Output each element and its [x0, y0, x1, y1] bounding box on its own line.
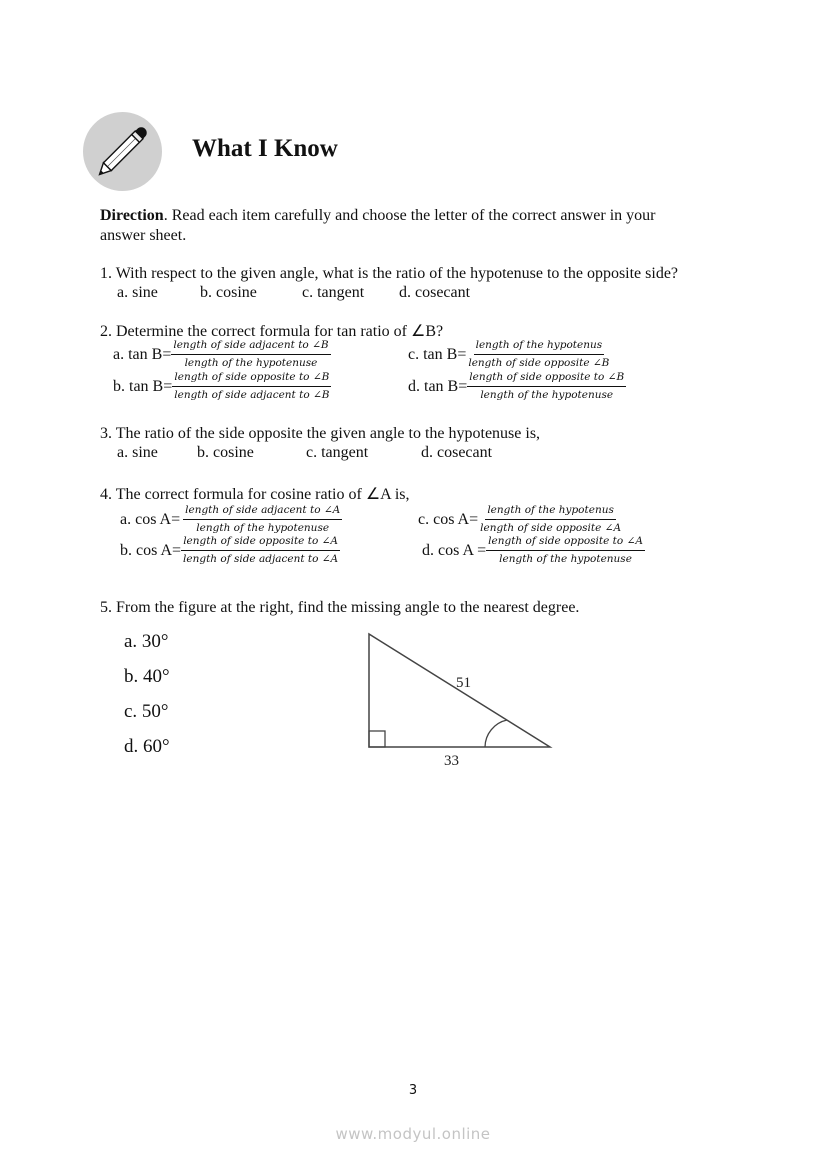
- q2-option-c[interactable]: [408, 339, 611, 370]
- q4-option-b[interactable]: [120, 535, 340, 566]
- direction-text-line2: answer sheet.: [100, 227, 187, 244]
- q2-option-d-fraction: [467, 371, 626, 402]
- q5-option-b[interactable]: b. 40°: [124, 666, 170, 687]
- q3-option-d[interactable]: d. cosecant: [421, 444, 493, 461]
- direction-label: Direction: [100, 207, 164, 224]
- fraction-denominator: length of the hypotenuse: [184, 357, 318, 369]
- q4-option-d[interactable]: [422, 535, 645, 566]
- fraction-denominator: length of the hypotenuse: [499, 553, 632, 565]
- hypotenuse-label: 51: [456, 675, 471, 691]
- fraction-numerator: length of the hypotenus: [474, 339, 605, 355]
- q4-option-a-prefix: a. cos A=: [120, 510, 181, 528]
- q4-option-c[interactable]: [418, 504, 623, 535]
- q1-option-d[interactable]: d. cosecant: [399, 284, 471, 301]
- q5-option-d[interactable]: d. 60°: [124, 736, 170, 757]
- section-title: What I Know: [192, 135, 338, 162]
- q2-option-a-fraction: [171, 339, 330, 370]
- fraction-numerator: length of side adjacent to ∠A: [183, 504, 342, 520]
- q5-option-a[interactable]: a. 30°: [124, 631, 169, 652]
- fraction-denominator: length of the hypotenuse: [196, 522, 330, 534]
- q2-option-b-prefix: b. tan B=: [113, 377, 173, 395]
- q4-option-b-fraction: [181, 535, 340, 566]
- q2-option-d-prefix: d. tan B=: [408, 377, 468, 395]
- direction-text: . Read each item carefully and choose the letter of the correct answer in your: [163, 207, 656, 224]
- q5-option-c[interactable]: c. 50°: [124, 701, 169, 722]
- angle-arc: [485, 720, 507, 747]
- fraction-numerator: length of side opposite to ∠B: [172, 371, 331, 387]
- right-triangle-figure: [360, 625, 560, 775]
- q4-option-a-fraction: [183, 504, 342, 535]
- fraction-numerator: length of side opposite to ∠A: [181, 535, 340, 551]
- direction-paragraph: [100, 206, 740, 246]
- q2-option-b[interactable]: [113, 371, 332, 402]
- q2-option-c-prefix: c. tan B=: [408, 345, 467, 363]
- q3-option-a[interactable]: a. sine: [117, 444, 158, 461]
- q2-option-a-prefix: a. tan B=: [113, 345, 172, 363]
- question-3-stem: 3. The ratio of the side opposite the given angle to the hypotenuse is,: [100, 425, 541, 442]
- fraction-numerator: length of side opposite to ∠B: [467, 371, 626, 387]
- q4-option-c-fraction: [478, 504, 623, 535]
- fraction-denominator: length of side adjacent to ∠A: [183, 553, 339, 565]
- q1-option-a[interactable]: a. sine: [117, 284, 158, 301]
- q2-option-a[interactable]: [113, 339, 331, 370]
- base-label: 33: [444, 753, 459, 769]
- fraction-numerator: length of side adjacent to ∠B: [171, 339, 330, 355]
- question-5-stem: 5. From the figure at the right, find the missing angle to the nearest degree.: [100, 599, 580, 616]
- page-number: 3: [408, 1083, 418, 1098]
- pencil-icon: [83, 112, 162, 191]
- q4-option-d-prefix: d. cos A =: [422, 541, 487, 559]
- watermark: www.modyul.online: [335, 1125, 491, 1143]
- q4-option-a[interactable]: [120, 504, 342, 535]
- q4-option-c-prefix: c. cos A=: [418, 510, 479, 528]
- fraction-denominator: length of the hypotenuse: [480, 389, 614, 401]
- q4-option-b-prefix: b. cos A=: [120, 541, 182, 559]
- q3-option-c[interactable]: c. tangent: [306, 444, 369, 461]
- q1-option-c[interactable]: c. tangent: [302, 284, 365, 301]
- question-1-stem: 1. With respect to the given angle, what is the ratio of the hypotenuse to the opposite side?: [100, 265, 679, 282]
- q1-option-b[interactable]: b. cosine: [200, 284, 257, 301]
- q4-option-d-fraction: [486, 535, 645, 566]
- fraction-numerator: length of the hypotenus: [485, 504, 616, 520]
- q2-option-b-fraction: [172, 371, 331, 402]
- q2-option-d[interactable]: [408, 371, 626, 402]
- q2-option-c-fraction: [466, 339, 611, 370]
- fraction-denominator: length of side opposite ∠B: [468, 357, 610, 369]
- fraction-denominator: length of side opposite ∠A: [480, 522, 622, 534]
- fraction-numerator: length of side opposite to ∠A: [486, 535, 645, 551]
- fraction-denominator: length of side adjacent to ∠B: [174, 389, 330, 401]
- q3-option-b[interactable]: b. cosine: [197, 444, 254, 461]
- right-angle-marker: [369, 731, 385, 747]
- pencil-icon-badge: [83, 112, 162, 191]
- question-4-stem: 4. The correct formula for cosine ratio of ∠A is,: [100, 486, 410, 503]
- question-2-stem: 2. Determine the correct formula for tan ratio of ∠B?: [100, 323, 444, 340]
